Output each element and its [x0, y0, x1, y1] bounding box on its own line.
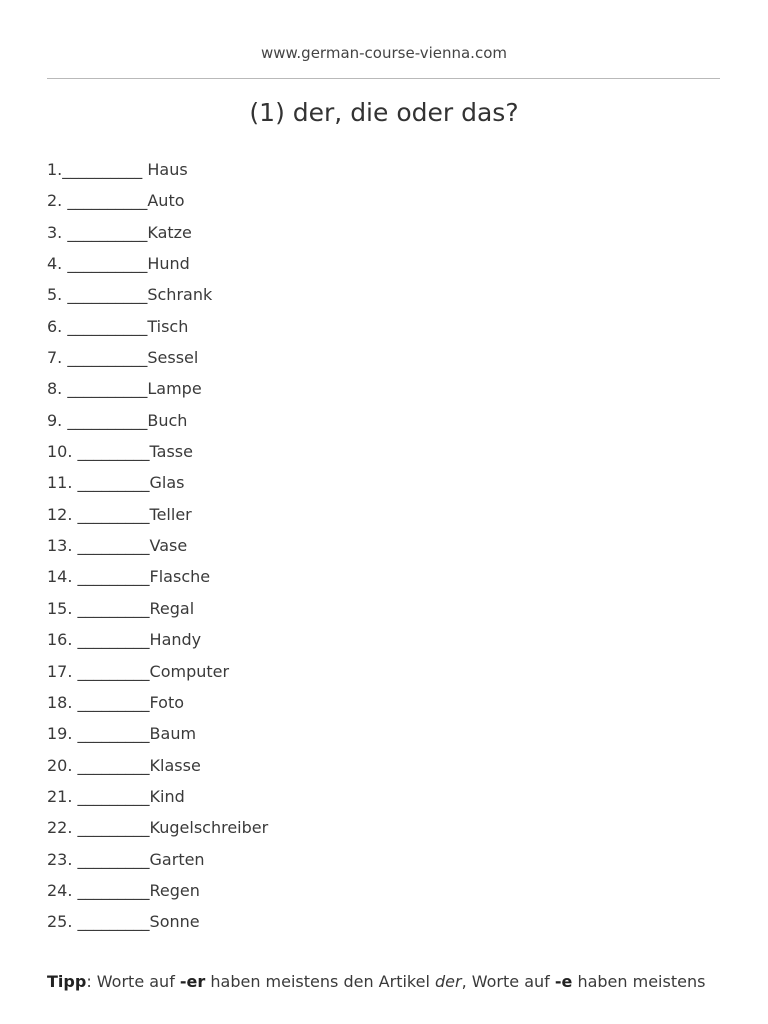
exercise-item: 19. _________Baum	[47, 724, 197, 744]
exercise-item: 25. _________Sonne	[47, 912, 200, 932]
tip-article: der	[434, 972, 462, 991]
exercise-item: 13. _________Vase	[47, 536, 188, 556]
tip-text: : Worte auf	[86, 972, 180, 991]
exercise-item: 4. __________Hund	[47, 254, 190, 274]
exercise-item: 11. _________Glas	[47, 473, 185, 493]
exercise-item: 1.__________ Haus	[47, 160, 188, 179]
tip-text: haben meistens den Artikel	[205, 972, 435, 991]
exercise-item: 24. _________Regen	[47, 880, 200, 900]
exercise-list	[47, 157, 268, 941]
exercise-item: 6. __________Tisch	[47, 316, 189, 336]
exercise-item: 23. _________Garten	[47, 849, 205, 869]
exercise-item: 21. _________Kind	[47, 786, 185, 806]
tip-label: Tipp	[47, 972, 87, 991]
tip-text: haben meistens	[572, 972, 706, 991]
tip-paragraph	[47, 972, 737, 991]
site-url: www.german-course-vienna.com	[260, 44, 507, 62]
exercise-item: 18. _________Foto	[47, 692, 185, 712]
exercise-item: 10. _________Tasse	[47, 442, 193, 462]
exercise-item: 8. __________Lampe	[47, 379, 202, 399]
header-divider	[47, 78, 720, 79]
exercise-item: 20. _________Klasse	[47, 755, 201, 775]
exercise-item: 7. __________Sessel	[47, 348, 199, 368]
exercise-item: 2. __________Auto	[47, 191, 185, 211]
exercise-item: 22. _________Kugelschreiber	[47, 818, 269, 838]
tip-suffix-er: -er	[179, 972, 206, 991]
exercise-item: 17. _________Computer	[47, 661, 230, 681]
exercise-item: 16. _________Handy	[47, 630, 202, 650]
tip-text: , Worte auf	[461, 972, 555, 991]
exercise-item: 3. __________Katze	[47, 222, 192, 242]
exercise-item: 5. __________Schrank	[47, 285, 213, 305]
exercise-item: 14. _________Flasche	[47, 567, 211, 587]
tip-suffix-e: -e	[554, 972, 573, 991]
exercise-title: (1) der, die oder das?	[249, 98, 519, 127]
exercise-item: 15. _________Regal	[47, 598, 195, 618]
exercise-item: 12. _________Teller	[47, 504, 192, 524]
exercise-item: 9. __________Buch	[47, 410, 188, 430]
